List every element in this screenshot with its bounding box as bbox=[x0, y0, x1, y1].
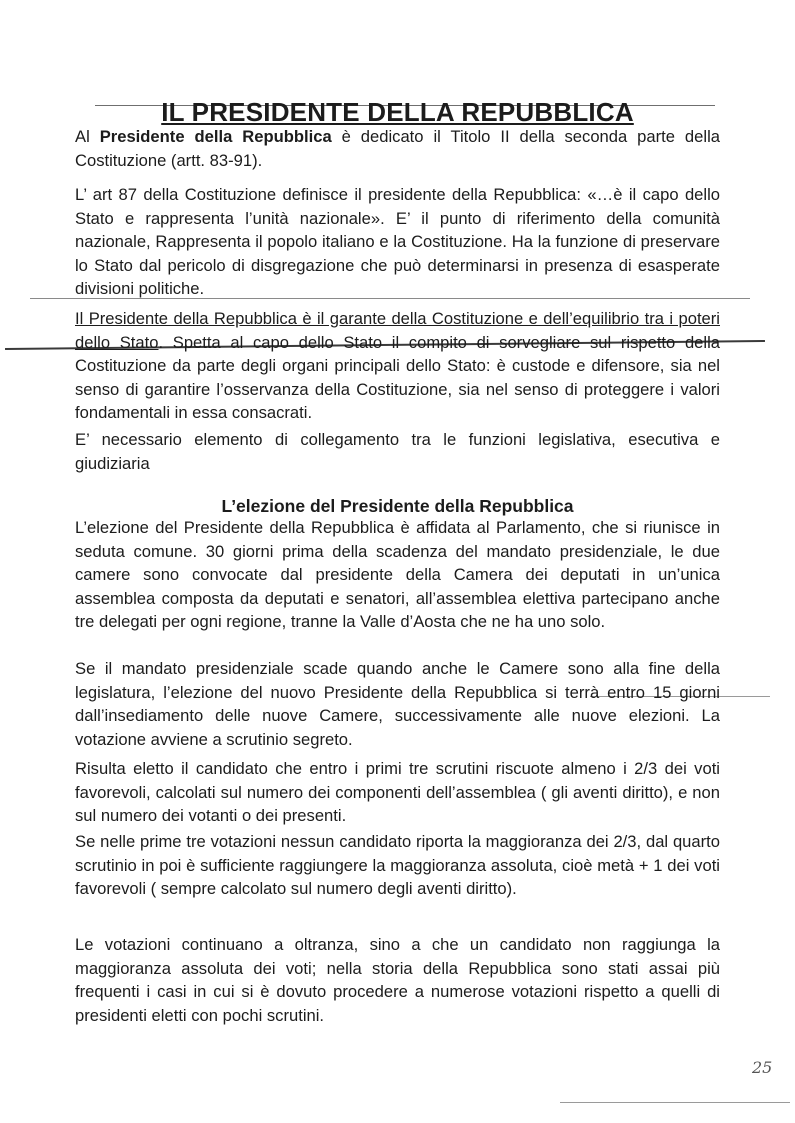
mandato-paragraph bbox=[75, 657, 720, 751]
collegamento-paragraph bbox=[75, 428, 720, 475]
page-title: IL PRESIDENTE DELLA REPUBBLICA bbox=[161, 97, 634, 128]
quarto-text: Se nelle prime tre votazioni nessun candidato riporta la maggioranza dei 2/3, dal quarto scrutinio in poi è sufficiente raggiungere la maggioranza assoluta, cioè metà + 1 dei voti favorevoli ( sempre calcolato sul numero degli aventi diritto). bbox=[75, 832, 720, 898]
elezione-paragraph bbox=[75, 516, 720, 634]
art87-text: L’ art 87 della Costituzione definisce il presidente della Repubblica: «…è il capo dello Stato e rappresenta l’unità nazionale». E’ il punto di riferimento della comunità nazionale, Rappresenta il popolo italiano e la Costituzione. Ha la funzione di preservare lo Stato dal pericolo di disgregazione che può determinarsi in presenza di esasperate divisioni politiche. bbox=[75, 185, 720, 298]
intro-suffix: è dedicato il Titolo II della seconda parte della Costituzione (artt. 83-91). bbox=[75, 127, 720, 170]
intro-prefix: Al bbox=[75, 127, 100, 146]
elezione-text: L’elezione del Presidente della Repubblica è affidata al Parlamento, che si riunisce in seduta comune. 30 giorni prima della scadenza del mandato presidenziale, le due camere sono convocate dal presidente della Camera dei deputati in un’unica assemblea composta da deputati e senatori, all’assemblea elettiva partecipano anche tre delegati per ogni regione, tranne la Valle d’Aosta che ne ha uno solo. bbox=[75, 518, 720, 631]
mandato-text: Se il mandato presidenziale scade quando anche le Camere sono alla fine della legislatura, l’elezione del nuovo Presidente della Repubblica si terrà entro 15 giorni dall’insediamento delle nuove Camere, successivamente alle nuove elezioni. La votazione avviene a scrutinio segreto. bbox=[75, 659, 720, 749]
section-heading: L’elezione del Presidente della Repubblica bbox=[221, 495, 574, 516]
eletto-paragraph bbox=[75, 757, 720, 828]
oltranza-text: Le votazioni continuano a oltranza, sino a che un candidato non raggiunga la maggioranza assoluta dei voti; nella storia della Repubblica sono stati assai più frequenti i casi in cui si è dovuto procedere a numerose votazioni rispetto a quelli di presidenti eletti con pochi scrutini. bbox=[75, 935, 720, 1025]
garante-rest-text: . Spetta al capo dello Stato il compito di sorvegliare sul rispetto della Costituzione da parte degli organi principali dello Stato: è custode e difensore, sia nel senso di garantire l’osservanza della Costituzione, sia nel senso di proteggere i valori fondamentali in essa consacrati. bbox=[75, 332, 720, 422]
garante-underlined-text: Il Presidente della Repubblica è il garante della Costituzione e dell’equilibrio tra i poteri dello Stato bbox=[75, 309, 720, 352]
intro-paragraph bbox=[75, 125, 720, 172]
eletto-text: Risulta eletto il candidato che entro i primi tre scrutini riscuote almeno i 2/3 dei voti favorevoli, calcolati sul numero dei componenti dell’assemblea ( gli aventi diritto), e non sul numero dei votanti o dei presenti. bbox=[75, 759, 720, 825]
quarto-paragraph bbox=[75, 830, 720, 901]
art87-paragraph bbox=[75, 183, 720, 301]
scan-line bbox=[560, 1102, 790, 1103]
intro-bold-term: Presidente della Repubblica bbox=[99, 127, 332, 146]
garante-paragraph bbox=[75, 307, 720, 425]
collegamento-text: E’ necessario elemento di collegamento tra le funzioni legislativa, esecutiva e giudiziaria bbox=[75, 430, 720, 473]
oltranza-paragraph bbox=[75, 933, 720, 1027]
page-number: 25 bbox=[752, 1058, 773, 1077]
